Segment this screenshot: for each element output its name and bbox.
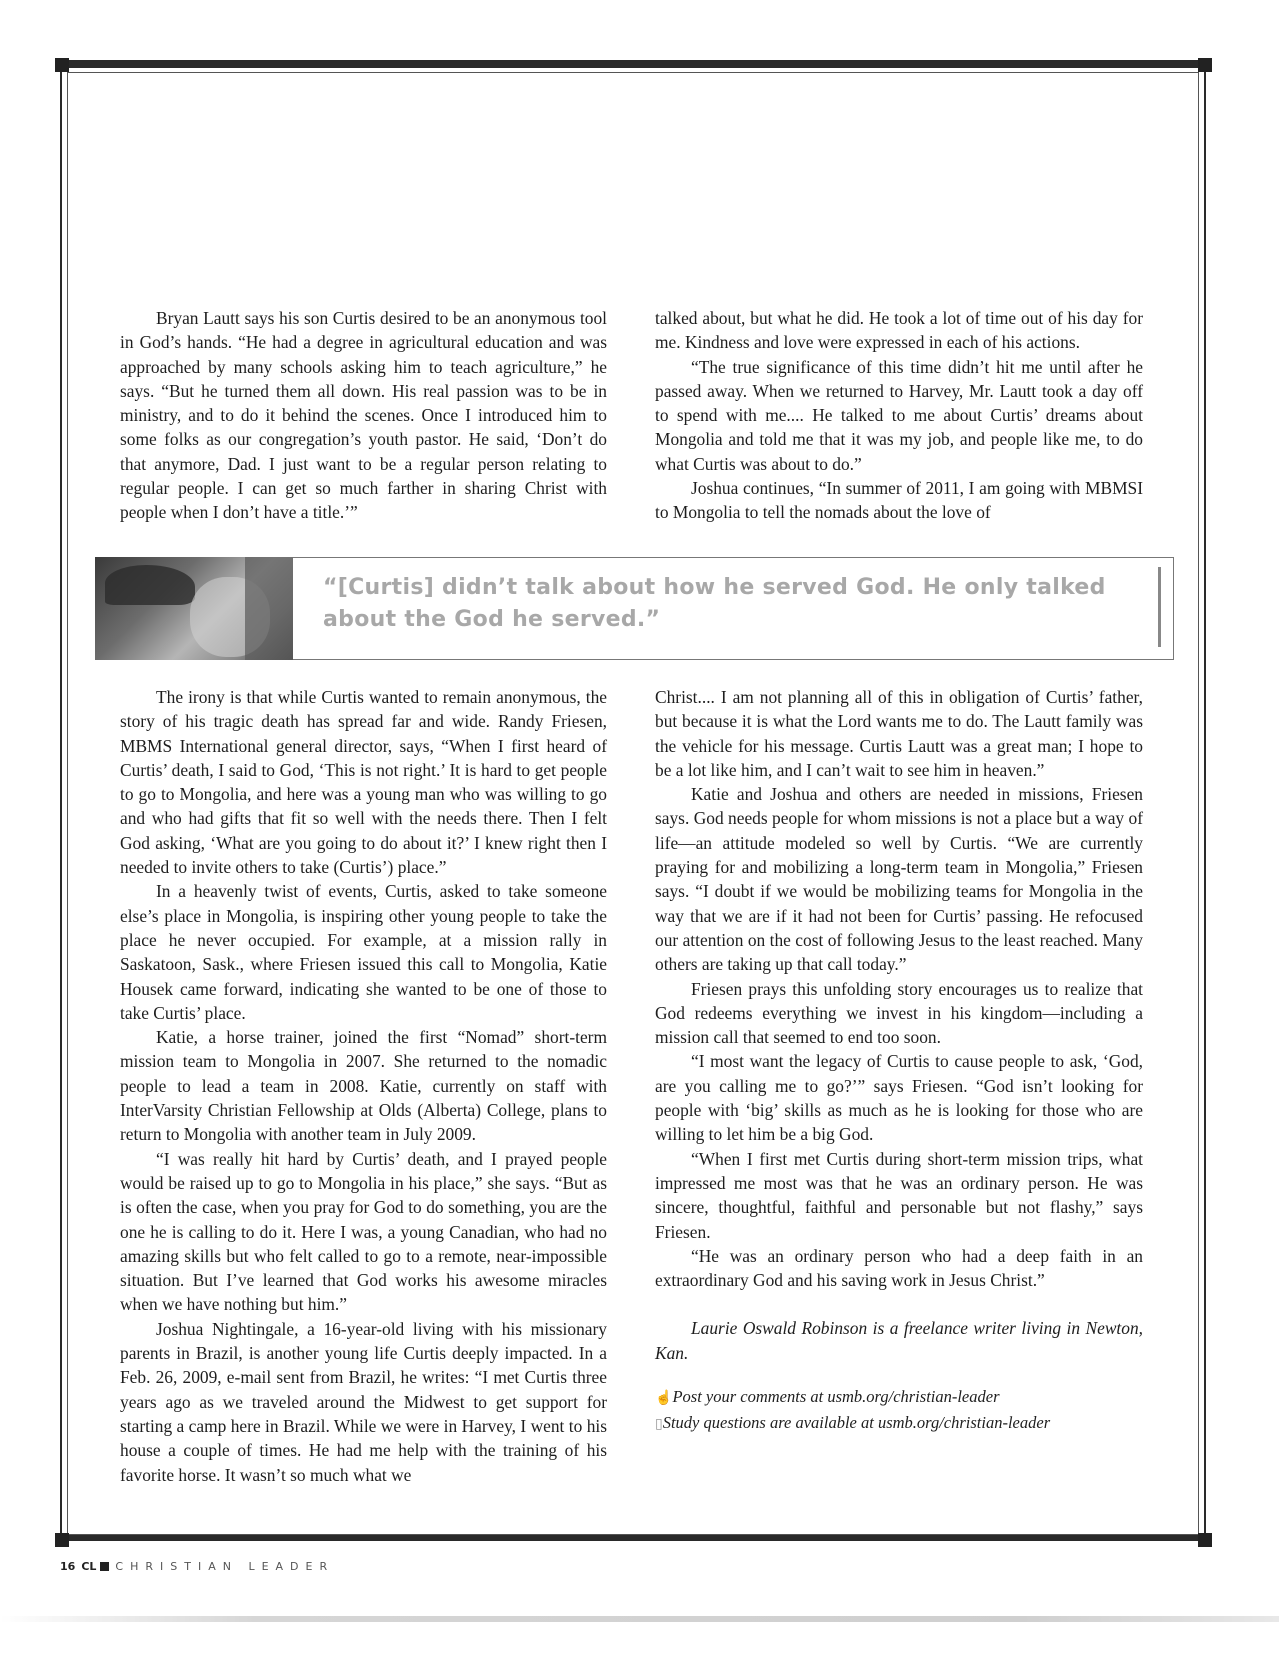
study-link[interactable]	[655, 1411, 1143, 1437]
paragraph: Christ.... I am not planning all of this in obligation of Curtis’ father, but because it is what the Lord wants me to do. The Lautt family was the vehicle for his message. Curtis Lautt was a great man; I hope to be a lot like him, and I can’t wait to see him in heaven.”	[655, 687, 1143, 780]
paragraph: Joshua Nightingale, a 16-year-old living with his missionary parents in Brazil, is another young life Curtis deeply impacted. In a Feb. 26, 2009, e-mail sent from Brazil, he writes: “I met Curtis three years ago as we traveled around the Midwest to get support for starting a camp here in Brazil. While we were in Harvey, I went to his house a couple of times. He had me help with the training of his favorite horse. It wasn’t so much what we	[120, 1318, 607, 1485]
pull-quote-bar	[1158, 567, 1161, 647]
magazine-title: CHRISTIAN LEADER	[115, 1559, 335, 1573]
pull-quote-text: “[Curtis] didn’t talk about how he served God. He only talked about the God he served.”	[323, 575, 1106, 632]
frame-corner	[1198, 58, 1212, 72]
article-column-bottom-left	[120, 685, 607, 1487]
web-links	[655, 1385, 1143, 1437]
paragraph: The irony is that while Curtis wanted to remain anonymous, the story of his tragic death has spread far and wide. Randy Friesen, MBMS International general director, says, “When I first heard of Curtis’ death, I said to God, ‘This is not right.’ It is hard to get people to go to Mongolia, and here was a young man who was willing to go and who had gifts that fit so well with the needs there. Then I felt God asking, ‘What are you going to do about it?’ I knew right then I needed to invite others to take (Curtis’) place.”	[120, 687, 607, 878]
frame-corner	[55, 58, 69, 72]
paragraph: talked about, but what he did. He took a lot of time out of his day for me. Kindness and love were expressed in each of his actions.	[655, 308, 1143, 353]
page-number: 16	[60, 1559, 76, 1573]
paragraph: Joshua continues, “In summer of 2011, I am going with MBMSI to Mongolia to tell the nomads about the love of	[655, 478, 1143, 523]
frame-corner	[55, 1533, 69, 1547]
pull-quote-photo	[95, 557, 293, 660]
paragraph: Katie and Joshua and others are needed in missions, Friesen says. God needs people for whom missions is not a place but a way of life—an attitude modeled so well by Curtis. “We are currently praying for and mobilizing a long-term team in Mongolia,” Friesen says. “I doubt if we would be mobilizing teams for Mongolia in the way that we are if it had not been for Curtis’ passing. He refocused our attention on the cost of following Jesus to the least reached. Many others are taking up that call today.”	[655, 784, 1143, 975]
magazine-abbrev: CL	[81, 1559, 97, 1573]
article-column-top-left	[120, 306, 607, 525]
paragraph: Bryan Lautt says his son Curtis desired to be an anonymous tool in God’s hands. “He had a degree in agricultural education and was approached by many schools asking him to teach agriculture,” he says. “But he turned them all down. His real passion was to be in ministry, and to do it behind the scenes. Once I introduced him to some folks as our congregation’s youth pastor. He said, ‘Don’t do that anymore, Dad. I just want to be a regular person relating to regular people. I can get so much farther in sharing Christ with people when I don’t have a title.’”	[120, 308, 607, 523]
mouse-pointer-icon: ☝	[655, 1391, 673, 1407]
bottom-gray-rule	[0, 1616, 1279, 1622]
comments-link-text: Post your comments at usmb.org/christian-leader	[672, 1387, 1000, 1407]
frame-corner	[1198, 1533, 1212, 1547]
comments-link[interactable]	[655, 1385, 1143, 1411]
paragraph: “I most want the legacy of Curtis to cause people to ask, ‘God, are you calling me to go?’” says Friesen. “God isn’t looking for people with ‘big’ skills as much as he is looking for those who are willing to let him be a big God.	[655, 1051, 1143, 1145]
document-icon: ▯	[655, 1417, 663, 1433]
article-column-bottom-right	[655, 685, 1143, 1437]
paragraph: Friesen prays this unfolding story encourages us to realize that God redeems everything we invest in his kingdom—including a mission call that seemed to end too soon.	[655, 978, 1143, 1048]
paragraph: Katie, a horse trainer, joined the first “Nomad” short-term mission team to Mongolia in 2007. She returned to the nomadic people to lead a team in 2008. Katie, currently on staff with InterVarsity Christian Fellowship at Olds (Alberta) College, plans to return to Mongolia with another team in July 2009.	[120, 1027, 607, 1145]
footer-square-icon	[100, 1562, 109, 1571]
paragraph: “When I first met Curtis during short-term mission trips, what impressed me most was that he was an ordinary person. He was sincere, thoughtful, faithful and personable but not flashy,” says Friesen.	[655, 1148, 1143, 1242]
frame-bottom-band	[60, 1535, 1206, 1541]
study-link-text: Study questions are available at usmb.org/christian-leader	[662, 1413, 1051, 1433]
paragraph: In a heavenly twist of events, Curtis, asked to take someone else’s place in Mongolia, is inspiring other young people to take the place he never occupied. For example, at a mission rally in Saskatoon, Sask., where Friesen issued this call to Mongolia, Katie Housek came forward, indicating she wanted to be one of those to take Curtis’ place.	[120, 881, 607, 1023]
article-column-top-right	[655, 306, 1143, 525]
paragraph: “I was really hit hard by Curtis’ death, and I prayed people would be raised up to go to Mongolia in his place,” she says. “But as is often the case, when you pray for God to do something, you are the one he is calling to do it. Here I was, a young Canadian, who had no amazing skills but who felt called to go to a remote, near-impossible situation. But I’ve learned that God works his awesome miracles when we have nothing but him.”	[120, 1148, 607, 1315]
paragraph: “He was an ordinary person who had a deep faith in an extraordinary God and his saving work in Jesus Christ.”	[655, 1245, 1143, 1291]
author-byline: Laurie Oswald Robinson is a freelance writer living in Newton, Kan.	[655, 1318, 1143, 1363]
paragraph: “The true significance of this time didn’t hit me until after he passed away. When we returned to Harvey, Mr. Lautt took a day off to spend with me.... He talked to me about Curtis’ dreams about Mongolia and told me that it was my job, and people like me, to do what Curtis was about to do.”	[655, 356, 1143, 474]
page-footer	[60, 1556, 334, 1576]
